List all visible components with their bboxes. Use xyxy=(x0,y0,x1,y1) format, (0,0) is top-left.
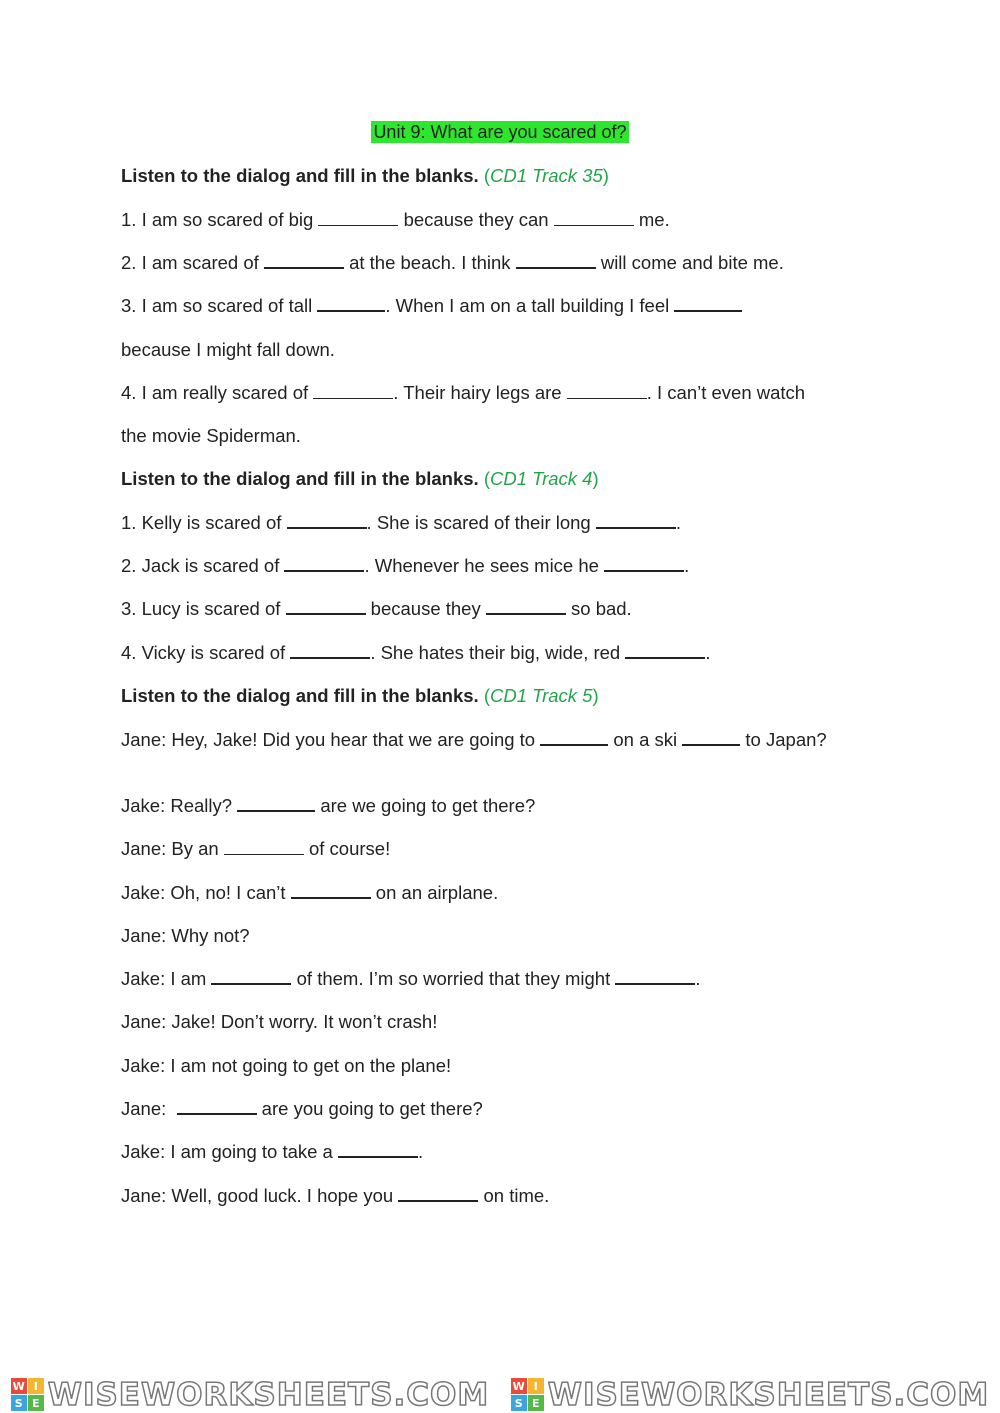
blank[interactable] xyxy=(224,853,304,855)
blank[interactable] xyxy=(567,397,647,399)
heading-text: Listen to the dialog and fill in the blanks. xyxy=(121,468,479,489)
blank[interactable] xyxy=(516,266,596,269)
s1-item-4-cont: the movie Spiderman. xyxy=(121,425,301,446)
blank[interactable] xyxy=(237,809,315,812)
blank[interactable] xyxy=(486,612,566,615)
dialog-line-5: Jane: Why not? xyxy=(121,925,250,946)
blank[interactable] xyxy=(317,309,385,312)
s2-item-2: 2. Jack is scared of . Whenever he sees mice he . xyxy=(121,555,690,576)
heading-text: Listen to the dialog and fill in the blanks. xyxy=(121,165,479,186)
s1-item-2: 2. I am scared of at the beach. I think will come and bite me. xyxy=(121,252,784,273)
blank[interactable] xyxy=(604,569,684,572)
dialog-line-4: Jake: Oh, no! I can’t on an airplane. xyxy=(121,882,499,903)
dialog-line-11: Jane: Well, good luck. I hope you on time. xyxy=(121,1185,550,1206)
brand-logo[interactable] xyxy=(511,1377,990,1413)
blank[interactable] xyxy=(540,743,608,746)
dialog-line-1: Jane: Hey, Jake! Did you hear that we are going to on a ski to Japan? xyxy=(121,729,827,750)
dialog-line-3: Jane: By an of course! xyxy=(121,838,391,859)
s2-item-3: 3. Lucy is scared of because they so bad. xyxy=(121,598,632,619)
blank[interactable] xyxy=(318,224,398,226)
dialog-line-6: Jake: I am of them. I’m so worried that they might . xyxy=(121,968,701,989)
s1-item-3: 3. I am so scared of tall . When I am on a tall building I feel xyxy=(121,294,881,317)
footer-watermark xyxy=(0,1376,1000,1413)
s2-item-1: 1. Kelly is scared of . She is scared of their long . xyxy=(121,512,682,533)
blank[interactable] xyxy=(596,526,676,529)
blank[interactable] xyxy=(398,1199,478,1202)
logo-icon: W I S E xyxy=(511,1378,544,1411)
blank[interactable] xyxy=(287,526,367,529)
track-label: CD1 Track 5 xyxy=(490,685,593,706)
s1-item-3-cont: because I might fall down. xyxy=(121,339,335,360)
blank[interactable] xyxy=(674,309,742,312)
blank[interactable] xyxy=(554,224,634,226)
logo-icon: W I S E xyxy=(11,1378,44,1411)
worksheet-title xyxy=(0,120,1000,144)
brand-name: WISEWORKSHEETS.COM xyxy=(47,1376,490,1413)
blank[interactable] xyxy=(177,1112,257,1115)
track-label: CD1 Track 35 xyxy=(490,165,603,186)
blank[interactable] xyxy=(682,743,740,746)
s1-item-4: 4. I am really scared of . Their hairy legs are . I can’t even watch xyxy=(121,382,806,403)
blank[interactable] xyxy=(284,569,364,572)
blank[interactable] xyxy=(290,656,370,659)
dialog-line-2: Jake: Really? are we going to get there? xyxy=(121,795,536,816)
section2-heading: Listen to the dialog and fill in the blanks. (CD1 Track 4) xyxy=(121,468,599,489)
blank[interactable] xyxy=(615,982,695,985)
dialog-line-7: Jane: Jake! Don’t worry. It won’t crash! xyxy=(121,1011,438,1032)
dialog-line-10: Jake: I am going to take a . xyxy=(121,1141,424,1162)
s2-item-4: 4. Vicky is scared of . She hates their big, wide, red . xyxy=(121,642,711,663)
s1-item-1: 1. I am so scared of big because they can me. xyxy=(121,209,670,230)
track-label: CD1 Track 4 xyxy=(490,468,593,489)
blank[interactable] xyxy=(286,612,366,615)
brand-logo[interactable] xyxy=(11,1377,490,1413)
blank[interactable] xyxy=(211,982,291,985)
title-highlight: Unit 9: What are you scared of? xyxy=(373,122,627,142)
dialog-line-8: Jake: I am not going to get on the plane! xyxy=(121,1055,452,1076)
dialog-line-9: Jane: are you going to get there? xyxy=(121,1098,483,1119)
section3-heading: Listen to the dialog and fill in the blanks. (CD1 Track 5) xyxy=(121,685,599,706)
blank[interactable] xyxy=(313,397,393,399)
blank[interactable] xyxy=(264,266,344,269)
blank[interactable] xyxy=(291,896,371,899)
brand-name: WISEWORKSHEETS.COM xyxy=(547,1376,990,1413)
heading-text: Listen to the dialog and fill in the blanks. xyxy=(121,685,479,706)
blank[interactable] xyxy=(338,1155,418,1158)
blank[interactable] xyxy=(625,656,705,659)
section1-heading: Listen to the dialog and fill in the blanks. (CD1 Track 35) xyxy=(121,165,609,186)
